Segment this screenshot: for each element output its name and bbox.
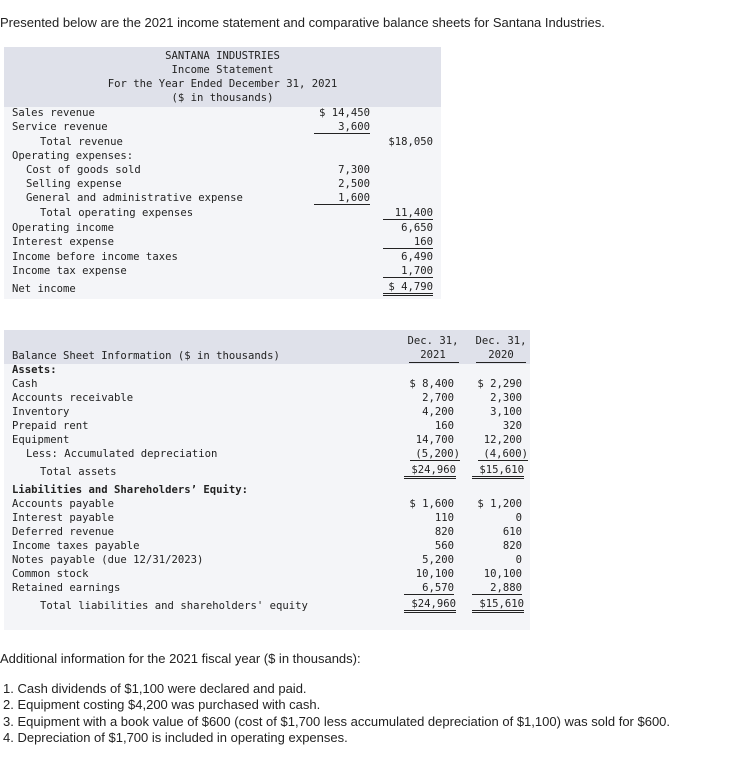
bs-a-accum: (5,200) bbox=[410, 448, 460, 461]
bs-label-total-le: Total liabilities and shareholders' equity bbox=[40, 600, 308, 612]
is-label-ga: General and administrative expense bbox=[26, 192, 243, 204]
bs-a-cash: $ 8,400 bbox=[409, 378, 454, 390]
bs-a-common: 10,100 bbox=[415, 568, 454, 580]
is-label-op-income: Operating income bbox=[12, 222, 115, 234]
is-label-total-opex: Total operating expenses bbox=[40, 207, 194, 219]
is-value-total-opex: 11,400 bbox=[383, 207, 433, 220]
bs-b-equip: 12,200 bbox=[483, 434, 522, 446]
is-value-selling: 2,500 bbox=[338, 178, 370, 190]
statement-units: ($ in thousands) bbox=[171, 92, 274, 104]
bs-col1-line1: Dec. 31, bbox=[407, 335, 459, 347]
bs-col2-line1: Dec. 31, bbox=[475, 335, 527, 347]
bs-label-retained: Retained earnings bbox=[12, 582, 121, 594]
is-label-cogs: Cost of goods sold bbox=[26, 164, 141, 176]
bs-b-ip: 0 bbox=[515, 512, 522, 524]
is-value-sales: $ 14,450 bbox=[318, 107, 370, 119]
additional-item: 1. Cash dividends of $1,100 were declared and paid. bbox=[3, 681, 307, 696]
bs-label-inv: Inventory bbox=[12, 406, 70, 418]
bs-title: Balance Sheet Information ($ in thousands) bbox=[12, 350, 280, 362]
bs-label-ip: Interest payable bbox=[12, 512, 115, 524]
is-label-ibt: Income before income taxes bbox=[12, 251, 178, 263]
is-label-interest: Interest expense bbox=[12, 236, 115, 248]
bs-label-ap: Accounts payable bbox=[12, 498, 115, 510]
bs-a-total-assets: $24,960 bbox=[404, 464, 456, 479]
bs-label-notes: Notes payable (due 12/31/2023) bbox=[12, 554, 204, 566]
is-label-tax: Income tax expense bbox=[12, 265, 127, 277]
bs-a-ar: 2,700 bbox=[422, 392, 454, 404]
intro-text: Presented below are the 2021 income statement and comparative balance sheets for Santana Industries. bbox=[0, 15, 605, 30]
bs-b-total-le: $15,610 bbox=[472, 598, 524, 613]
company-name: SANTANA INDUSTRIES bbox=[165, 50, 280, 62]
is-label-sales: Sales revenue bbox=[12, 107, 95, 119]
bs-a-prepaid: 160 bbox=[434, 420, 454, 432]
bs-label-equip: Equipment bbox=[12, 434, 70, 446]
bs-b-deferred: 610 bbox=[502, 526, 522, 538]
bs-b-accum: (4,600) bbox=[478, 448, 528, 461]
is-value-total-revenue: $18,050 bbox=[388, 136, 433, 148]
bs-label-ar: Accounts receivable bbox=[12, 392, 134, 404]
bs-label-prepaid: Prepaid rent bbox=[12, 420, 89, 432]
bs-label-accum: Less: Accumulated depreciation bbox=[26, 448, 218, 460]
statement-title: Income Statement bbox=[171, 64, 274, 76]
is-value-net: $ 4,790 bbox=[383, 281, 433, 296]
is-value-tax: 1,700 bbox=[383, 265, 433, 278]
bs-b-common: 10,100 bbox=[483, 568, 522, 580]
bs-a-itp: 560 bbox=[434, 540, 454, 552]
bs-a-inv: 4,200 bbox=[422, 406, 454, 418]
is-label-net: Net income bbox=[12, 283, 76, 295]
bs-label-itp: Income taxes payable bbox=[12, 540, 140, 552]
bs-b-inv: 3,100 bbox=[490, 406, 522, 418]
bs-a-ap: $ 1,600 bbox=[409, 498, 454, 510]
bs-col1-line2: 2021 bbox=[420, 349, 446, 361]
bs-a-equip: 14,700 bbox=[415, 434, 454, 446]
bs-b-notes: 0 bbox=[515, 554, 522, 566]
additional-list bbox=[0, 681, 670, 746]
bs-col2-line2: 2020 bbox=[488, 349, 514, 361]
is-label-total-revenue: Total revenue bbox=[40, 136, 123, 148]
is-label-selling: Selling expense bbox=[26, 178, 122, 190]
bs-col2-rule bbox=[476, 362, 526, 363]
bs-b-retained: 2,880 bbox=[472, 582, 522, 595]
additional-item: 4. Depreciation of $1,700 is included in operating expenses. bbox=[3, 729, 348, 745]
is-value-ibt: 6,490 bbox=[401, 251, 433, 263]
bs-label-common: Common stock bbox=[12, 568, 89, 580]
bs-a-deferred: 820 bbox=[434, 526, 454, 538]
bs-b-ar: 2,300 bbox=[490, 392, 522, 404]
is-value-ga: 1,600 bbox=[314, 192, 370, 205]
additional-item: 3. Equipment with a book value of $600 (cost of $1,700 less accumulated depreciation of $1,100) was sold for $600. bbox=[3, 713, 671, 729]
bs-b-itp: 820 bbox=[502, 540, 522, 552]
bs-a-total-le: $24,960 bbox=[404, 598, 456, 613]
statement-period: For the Year Ended December 31, 2021 bbox=[107, 78, 338, 90]
bs-col1-rule bbox=[409, 362, 459, 363]
is-label-service: Service revenue bbox=[12, 121, 108, 133]
bs-label-total-assets: Total assets bbox=[40, 466, 117, 478]
additional-heading: Additional information for the 2021 fiscal year ($ in thousands): bbox=[0, 651, 361, 666]
bs-a-retained: 6,570 bbox=[404, 582, 454, 595]
is-label-opex: Operating expenses: bbox=[12, 150, 134, 162]
bs-assets-header: Assets: bbox=[12, 364, 57, 376]
bs-label-deferred: Deferred revenue bbox=[12, 526, 115, 538]
bs-label-cash: Cash bbox=[12, 378, 38, 390]
is-value-service: 3,600 bbox=[314, 121, 370, 134]
bs-b-prepaid: 320 bbox=[502, 420, 522, 432]
is-value-op-income: 6,650 bbox=[401, 222, 433, 234]
is-value-interest: 160 bbox=[383, 236, 433, 249]
bs-b-ap: $ 1,200 bbox=[477, 498, 522, 510]
bs-b-total-assets: $15,610 bbox=[472, 464, 524, 479]
bs-b-cash: $ 2,290 bbox=[477, 378, 522, 390]
is-value-cogs: 7,300 bbox=[338, 164, 370, 176]
bs-liab-header: Liabilities and Shareholders’ Equity: bbox=[12, 484, 248, 496]
bs-a-notes: 5,200 bbox=[422, 554, 454, 566]
additional-item: 2. Equipment costing $4,200 was purchased with cash. bbox=[3, 697, 321, 713]
bs-a-ip: 110 bbox=[434, 512, 454, 524]
